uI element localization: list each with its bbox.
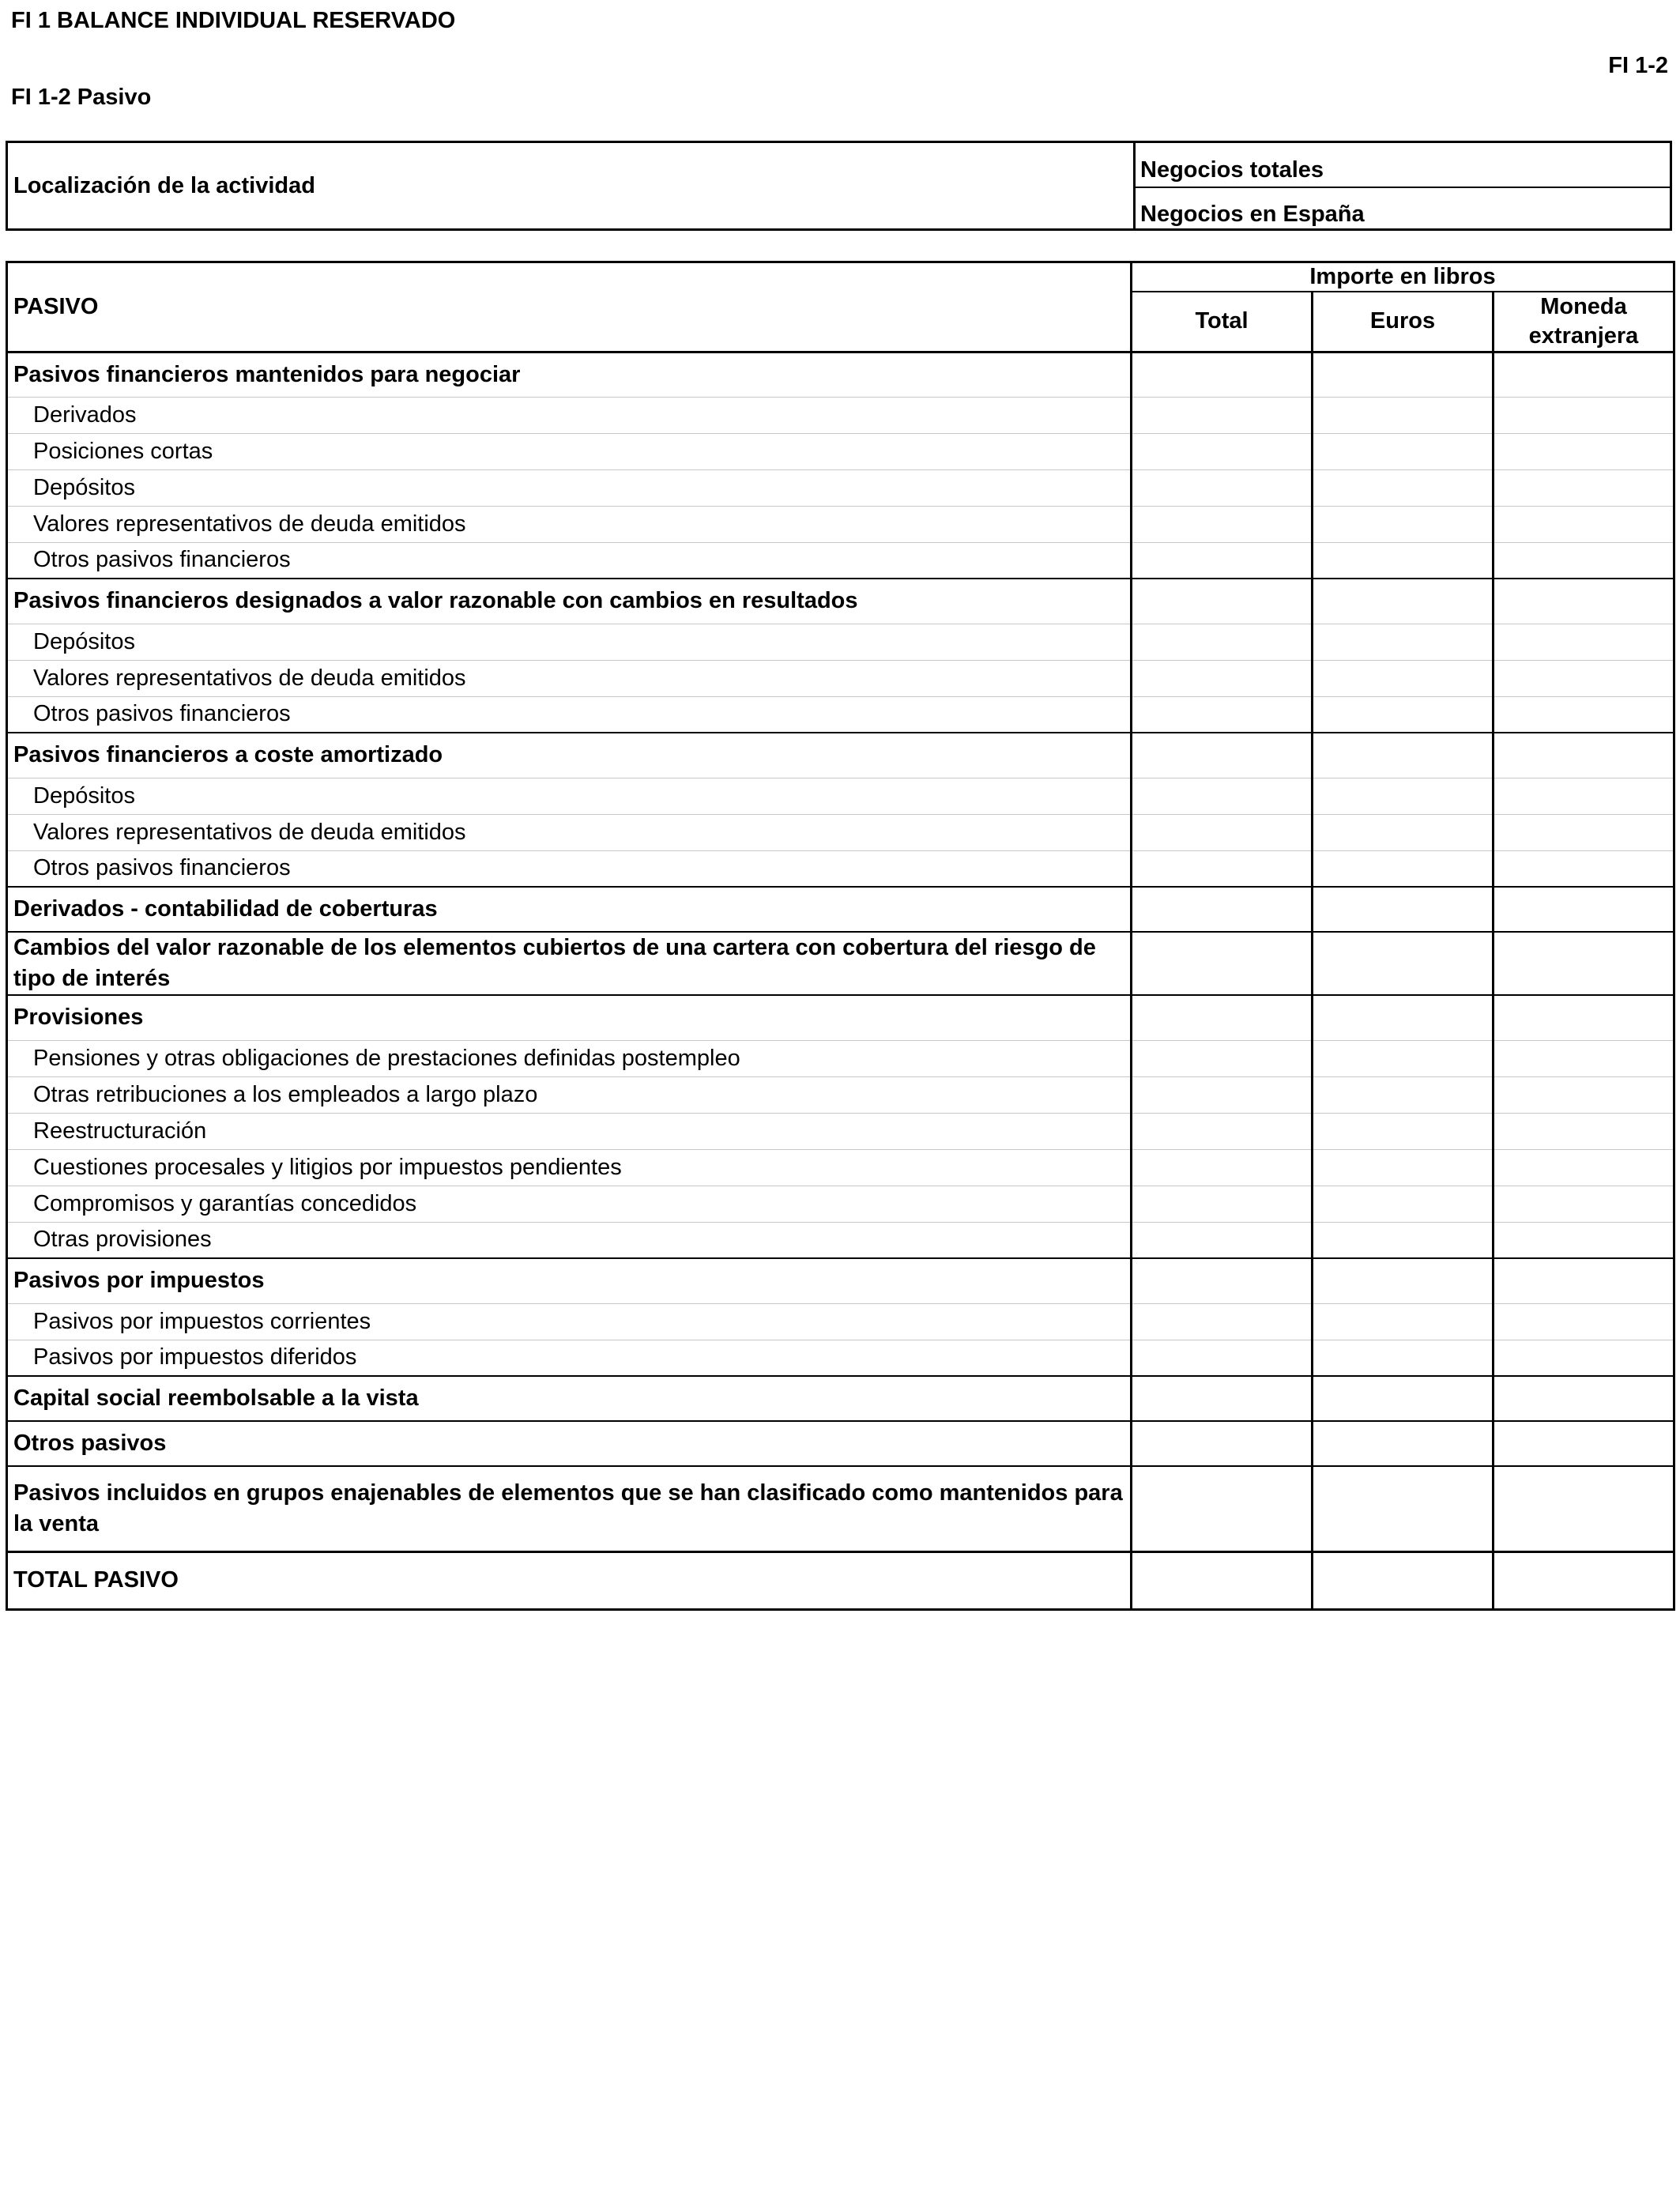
table-row [7, 660, 1674, 696]
row-label: Reestructuración [7, 1113, 1132, 1149]
liabilities-table [6, 261, 1675, 1611]
row-label: Valores representativos de deuda emitidos [7, 506, 1132, 542]
table-row [7, 696, 1674, 733]
table-row [7, 1421, 1674, 1466]
table-row [7, 506, 1674, 542]
table-row [7, 352, 1674, 397]
value-cell-euros[interactable] [1313, 542, 1494, 579]
value-cell-foreign-currency[interactable] [1494, 660, 1674, 696]
table-row [7, 397, 1674, 433]
location-divider [1133, 143, 1136, 228]
activity-location-table [6, 141, 1672, 231]
value-cell-foreign-currency[interactable] [1494, 995, 1674, 1040]
value-cell-total[interactable] [1132, 1303, 1313, 1340]
table-row [7, 932, 1674, 995]
value-cell-euros[interactable] [1313, 660, 1494, 696]
table-row [7, 1303, 1674, 1340]
row-label: Pasivos financieros mantenidos para negociar [7, 352, 1132, 397]
row-label: Derivados - contabilidad de coberturas [7, 887, 1132, 932]
value-cell-foreign-currency[interactable] [1494, 1303, 1674, 1340]
value-cell-total[interactable] [1132, 352, 1313, 397]
row-label: Pasivos por impuestos [7, 1258, 1132, 1303]
value-cell-total[interactable] [1132, 1186, 1313, 1222]
value-cell-foreign-currency[interactable] [1494, 1340, 1674, 1376]
value-cell-foreign-currency[interactable] [1494, 778, 1674, 814]
table-row [7, 1258, 1674, 1303]
value-cell-total[interactable] [1132, 1040, 1313, 1076]
table-row [7, 887, 1674, 932]
value-cell-euros[interactable] [1313, 932, 1494, 995]
value-cell-total[interactable] [1132, 995, 1313, 1040]
value-cell-total[interactable] [1132, 932, 1313, 995]
value-cell-total[interactable] [1132, 1421, 1313, 1466]
value-cell-euros[interactable] [1313, 1551, 1494, 1609]
value-cell-euros[interactable] [1313, 850, 1494, 887]
value-cell-euros[interactable] [1313, 696, 1494, 733]
value-cell-total[interactable] [1132, 433, 1313, 469]
column-header-foreign-currency: Moneda extranjera [1494, 292, 1674, 352]
value-cell-foreign-currency[interactable] [1494, 1466, 1674, 1551]
column-header-euros: Euros [1313, 292, 1494, 352]
value-cell-foreign-currency[interactable] [1494, 1186, 1674, 1222]
value-cell-foreign-currency[interactable] [1494, 1222, 1674, 1258]
row-label: Depósitos [7, 469, 1132, 506]
value-cell-total[interactable] [1132, 660, 1313, 696]
table-row [7, 1149, 1674, 1186]
location-option-spain[interactable]: Negocios en España [1140, 202, 1365, 227]
value-cell-total[interactable] [1132, 506, 1313, 542]
value-cell-total[interactable] [1132, 887, 1313, 932]
row-label: Cuestiones procesales y litigios por impuestos pendientes [7, 1149, 1132, 1186]
value-cell-euros[interactable] [1313, 624, 1494, 660]
value-cell-total[interactable] [1132, 1113, 1313, 1149]
row-label: Otros pasivos financieros [7, 850, 1132, 887]
value-cell-foreign-currency[interactable] [1494, 887, 1674, 932]
value-cell-total[interactable] [1132, 542, 1313, 579]
table-row [7, 579, 1674, 624]
row-label: Depósitos [7, 778, 1132, 814]
value-cell-foreign-currency[interactable] [1494, 733, 1674, 778]
value-cell-euros[interactable] [1313, 1076, 1494, 1113]
location-option-total[interactable]: Negocios totales [1140, 157, 1324, 183]
column-header-total: Total [1132, 292, 1313, 352]
section-title: FI 1-2 Pasivo [11, 85, 152, 110]
row-label: Cambios del valor razonable de los elementos cubiertos de una cartera con cobertura del riesgo de tipo de interés [7, 932, 1132, 995]
value-cell-euros[interactable] [1313, 433, 1494, 469]
value-cell-total[interactable] [1132, 1376, 1313, 1421]
value-cell-foreign-currency[interactable] [1494, 469, 1674, 506]
row-label: Compromisos y garantías concedidos [7, 1186, 1132, 1222]
value-cell-euros[interactable] [1313, 1340, 1494, 1376]
row-label: Otras retribuciones a los empleados a largo plazo [7, 1076, 1132, 1113]
value-cell-foreign-currency[interactable] [1494, 850, 1674, 887]
value-cell-euros[interactable] [1313, 995, 1494, 1040]
activity-location-label: Localización de la actividad [13, 172, 315, 198]
row-label: Pasivos por impuestos corrientes [7, 1303, 1132, 1340]
row-label: Posiciones cortas [7, 433, 1132, 469]
value-cell-foreign-currency[interactable] [1494, 433, 1674, 469]
table-row [7, 1466, 1674, 1551]
value-cell-foreign-currency[interactable] [1494, 696, 1674, 733]
value-cell-total[interactable] [1132, 1466, 1313, 1551]
value-cell-foreign-currency[interactable] [1494, 1149, 1674, 1186]
value-cell-foreign-currency[interactable] [1494, 1551, 1674, 1609]
row-label: Pasivos incluidos en grupos enajenables de elementos que se han clasificado como mantenidos para la venta [7, 1466, 1132, 1551]
value-cell-total[interactable] [1132, 579, 1313, 624]
liabilities-rows [7, 352, 1674, 1609]
value-cell-foreign-currency[interactable] [1494, 1258, 1674, 1303]
value-cell-total[interactable] [1132, 733, 1313, 778]
value-cell-euros[interactable] [1313, 733, 1494, 778]
row-label: TOTAL PASIVO [7, 1551, 1132, 1609]
value-cell-foreign-currency[interactable] [1494, 1376, 1674, 1421]
value-cell-euros[interactable] [1313, 506, 1494, 542]
value-cell-euros[interactable] [1313, 352, 1494, 397]
row-label: Otros pasivos financieros [7, 542, 1132, 579]
value-cell-foreign-currency[interactable] [1494, 506, 1674, 542]
table-row [7, 850, 1674, 887]
table-row [7, 1340, 1674, 1376]
value-cell-euros[interactable] [1313, 579, 1494, 624]
value-cell-euros[interactable] [1313, 1258, 1494, 1303]
value-cell-foreign-currency[interactable] [1494, 932, 1674, 995]
row-label: Derivados [7, 397, 1132, 433]
document-title: FI 1 BALANCE INDIVIDUAL RESERVADO [11, 8, 456, 33]
value-cell-total[interactable] [1132, 1076, 1313, 1113]
value-cell-euros[interactable] [1313, 887, 1494, 932]
value-cell-foreign-currency[interactable] [1494, 579, 1674, 624]
value-cell-total[interactable] [1132, 469, 1313, 506]
value-cell-euros[interactable] [1313, 1186, 1494, 1222]
value-cell-euros[interactable] [1313, 1421, 1494, 1466]
value-cell-total[interactable] [1132, 1258, 1313, 1303]
value-cell-foreign-currency[interactable] [1494, 542, 1674, 579]
value-cell-euros[interactable] [1313, 397, 1494, 433]
value-cell-foreign-currency[interactable] [1494, 1040, 1674, 1076]
table-row [7, 1113, 1674, 1149]
row-label: Provisiones [7, 995, 1132, 1040]
row-label: Capital social reembolsable a la vista [7, 1376, 1132, 1421]
value-cell-foreign-currency[interactable] [1494, 352, 1674, 397]
liabilities-header: PASIVO [7, 262, 1132, 352]
value-cell-foreign-currency[interactable] [1494, 1421, 1674, 1466]
value-cell-foreign-currency[interactable] [1494, 1113, 1674, 1149]
row-label: Pasivos financieros designados a valor razonable con cambios en resultados [7, 579, 1132, 624]
row-label: Valores representativos de deuda emitidos [7, 814, 1132, 850]
table-row [7, 778, 1674, 814]
value-cell-foreign-currency[interactable] [1494, 814, 1674, 850]
form-code: FI 1-2 [1608, 53, 1668, 78]
value-cell-euros[interactable] [1313, 1113, 1494, 1149]
value-cell-total[interactable] [1132, 1222, 1313, 1258]
table-row [7, 1040, 1674, 1076]
table-row [7, 733, 1674, 778]
value-cell-euros[interactable] [1313, 814, 1494, 850]
value-cell-total[interactable] [1132, 624, 1313, 660]
value-cell-euros[interactable] [1313, 1376, 1494, 1421]
table-row [7, 814, 1674, 850]
value-cell-euros[interactable] [1313, 1040, 1494, 1076]
table-row [7, 433, 1674, 469]
row-label: Depósitos [7, 624, 1132, 660]
table-row [7, 1076, 1674, 1113]
row-label: Otros pasivos [7, 1421, 1132, 1466]
book-value-header: Importe en libros [1132, 262, 1674, 292]
value-cell-euros[interactable] [1313, 469, 1494, 506]
row-label: Pasivos por impuestos diferidos [7, 1340, 1132, 1376]
value-cell-total[interactable] [1132, 814, 1313, 850]
table-row [7, 624, 1674, 660]
value-cell-total[interactable] [1132, 1340, 1313, 1376]
row-label: Otras provisiones [7, 1222, 1132, 1258]
table-row [7, 469, 1674, 506]
value-cell-euros[interactable] [1313, 1149, 1494, 1186]
value-cell-euros[interactable] [1313, 1222, 1494, 1258]
value-cell-total[interactable] [1132, 1149, 1313, 1186]
value-cell-foreign-currency[interactable] [1494, 1076, 1674, 1113]
value-cell-total[interactable] [1132, 778, 1313, 814]
table-row [7, 1222, 1674, 1258]
value-cell-foreign-currency[interactable] [1494, 624, 1674, 660]
location-option-divider [1136, 187, 1670, 188]
value-cell-euros[interactable] [1313, 778, 1494, 814]
row-label: Pasivos financieros a coste amortizado [7, 733, 1132, 778]
value-cell-total[interactable] [1132, 696, 1313, 733]
table-row [7, 1186, 1674, 1222]
value-cell-total[interactable] [1132, 1551, 1313, 1609]
value-cell-foreign-currency[interactable] [1494, 397, 1674, 433]
total-row [7, 1551, 1674, 1609]
table-row [7, 542, 1674, 579]
value-cell-euros[interactable] [1313, 1466, 1494, 1551]
value-cell-total[interactable] [1132, 850, 1313, 887]
row-label: Pensiones y otras obligaciones de prestaciones definidas postempleo [7, 1040, 1132, 1076]
value-cell-total[interactable] [1132, 397, 1313, 433]
value-cell-euros[interactable] [1313, 1303, 1494, 1340]
row-label: Otros pasivos financieros [7, 696, 1132, 733]
row-label: Valores representativos de deuda emitidos [7, 660, 1132, 696]
table-row [7, 1376, 1674, 1421]
table-row [7, 995, 1674, 1040]
